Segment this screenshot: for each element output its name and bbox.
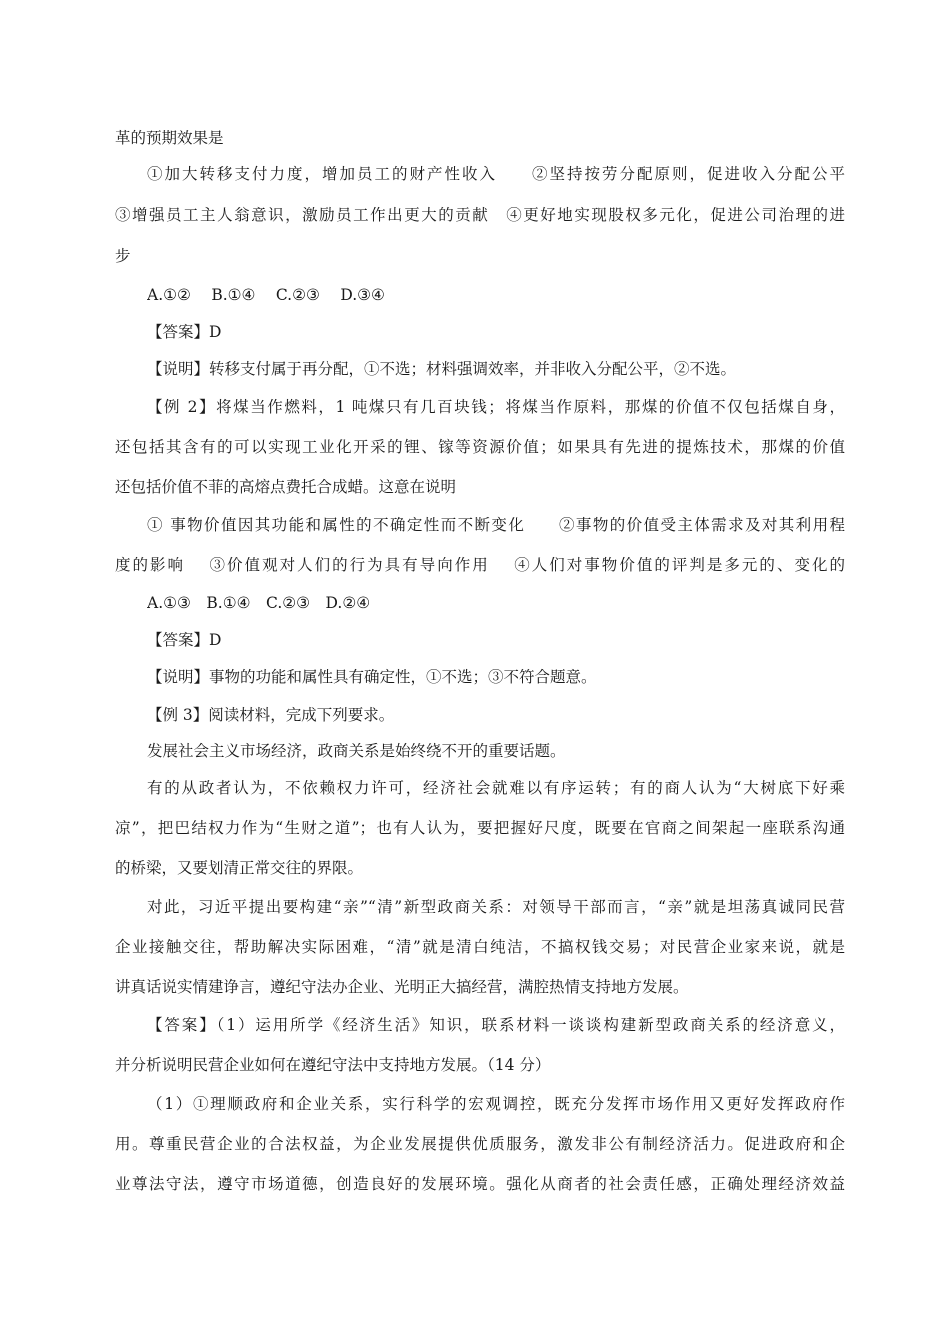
example-2-option-line-1: ① 事物价值因其功能和属性的不确定性而不断变化 ②事物的价值受主体需求及对其利用程 bbox=[147, 516, 845, 534]
example-2-line-3: 还包括价值不菲的高熔点费托合成蜡。这意在说明 bbox=[115, 478, 457, 496]
explanation-1: 【说明】转移支付属于再分配，①不选；材料强调效率，并非收入分配公平，②不选。 bbox=[147, 360, 737, 378]
answer-1: 【答案】D bbox=[147, 323, 222, 341]
material-line-3: 凉”，把巴结权力作为“生财之道”；也有人认为，要把握好尺度，既要在官商之间架起一座联系沟通 bbox=[115, 819, 845, 837]
answer-2: 【答案】D bbox=[147, 631, 222, 649]
example-2-line-2: 还包括其含有的可以实现工业化开采的锂、镓等资源价值；如果具有先进的提炼技术，那煤的价值 bbox=[115, 438, 845, 456]
answer-3-line-4: 用。尊重民营企业的合法权益，为企业发展提供优质服务，激发非公有制经济活力。促进政府和企 bbox=[115, 1135, 845, 1153]
option-line-3: 步 bbox=[115, 247, 131, 265]
choices-2: A.①③ B.①④ C.②③ D.②④ bbox=[147, 594, 371, 612]
material-line-7: 讲真话说实情建诤言，遵纪守法办企业、光明正大搞经营，满腔热情支持地方发展。 bbox=[115, 978, 689, 996]
material-line-5: 对此，习近平提出要构建“亲”“清”新型政商关系：对领导干部而言，“亲”就是坦荡真诚同民营 bbox=[147, 898, 845, 916]
question-stem-end: 革的预期效果是 bbox=[115, 129, 224, 147]
option-line-2: ③增强员工主人翁意识，激励员工作出更大的贡献 ④更好地实现股权多元化，促进公司治理的进 bbox=[115, 206, 845, 224]
material-line-1: 发展社会主义市场经济，政商关系是始终绕不开的重要话题。 bbox=[147, 742, 566, 760]
answer-3-line-1: 【答案】（1）运用所学《经济生活》知识，联系材料一谈谈构建新型政商关系的经济意义， bbox=[147, 1016, 845, 1034]
example-3-heading: 【例 3】阅读材料，完成下列要求。 bbox=[147, 706, 395, 724]
material-line-2: 有的从政者认为，不依赖权力许可，经济社会就难以有序运转；有的商人认为“大树底下好乘 bbox=[147, 779, 845, 797]
explanation-2: 【说明】事物的功能和属性具有确定性，①不选；③不符合题意。 bbox=[147, 668, 597, 686]
answer-3-line-5: 业尊法守法，遵守市场道德，创造良好的发展环境。强化从商者的社会责任感，正确处理经济效益 bbox=[115, 1175, 845, 1193]
answer-3-line-3: （1）①理顺政府和企业关系，实行科学的宏观调控，既充分发挥市场作用又更好发挥政府作 bbox=[147, 1095, 845, 1113]
choices-1: A.①② B.①④ C.②③ D.③④ bbox=[147, 286, 385, 304]
option-line-1: ①加大转移支付力度，增加员工的财产性收入 ②坚持按劳分配原则，促进收入分配公平 bbox=[147, 165, 845, 183]
example-2-line-1: 【例 2】将煤当作燃料，1 吨煤只有几百块钱；将煤当作原料，那煤的价值不仅包括煤自身， bbox=[147, 398, 845, 416]
answer-3-line-2: 并分析说明民营企业如何在遵纪守法中支持地方发展。（14 分） bbox=[115, 1056, 551, 1074]
material-line-4: 的桥梁，又要划清正常交往的界限。 bbox=[115, 859, 364, 877]
material-line-6: 企业接触交往，帮助解决实际困难，“清”就是清白纯洁，不搞权钱交易；对民营企业家来说，就是 bbox=[115, 938, 845, 956]
example-2-option-line-2: 度的影响 ③价值观对人们的行为具有导向作用 ④人们对事物价值的评判是多元的、变化的 bbox=[115, 556, 845, 574]
